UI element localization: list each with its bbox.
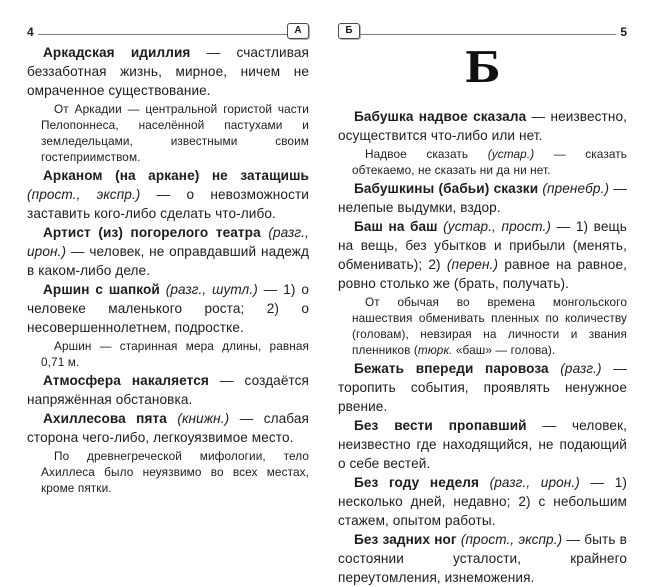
dictionary-entry: [338, 416, 627, 473]
usage-label: (пренебр.): [542, 181, 610, 196]
definition-text: От обычая во времена монгольского нашествия обменивать пленных по количеству (головам), невзирая на личности и звания пленников (: [352, 295, 627, 357]
dictionary-entry: [27, 43, 309, 100]
headword: Баш на баш: [354, 219, 438, 234]
dictionary-entry: [27, 166, 309, 223]
dictionary-entry: [338, 179, 627, 217]
usage-label: (устар.): [487, 147, 535, 161]
headword: Без году неделя: [354, 475, 480, 490]
header-rule: [38, 34, 287, 35]
dictionary-entry: [27, 280, 309, 337]
headword: Аршин с шапкой: [43, 282, 160, 297]
definition-text: [479, 475, 490, 490]
definition-text: — человек, неизвестно где находящийся, не подающий о себе вестей.: [338, 418, 627, 471]
definition-text: — человек, не оправдавший надежд в каком-либо деле.: [27, 244, 309, 278]
definition-text: — 1) несколько дней, недавно; 2) с небольшим стажем, опытом работы.: [338, 475, 627, 528]
definition-text: «баш» — голова).: [452, 343, 556, 357]
headword: Арканом (на аркане) не затащишь: [43, 168, 309, 183]
usage-label: (прост., экспр.): [27, 187, 141, 202]
section-letter-heading: Б: [464, 43, 501, 92]
usage-label: (книжн.): [177, 411, 230, 426]
etymology-note: [41, 101, 309, 165]
dictionary-entry: [27, 409, 309, 447]
definition-text: — сказать обтекаемо, не сказать ни да ни нет.: [352, 147, 627, 177]
definition-text: — быть в состоянии усталости, крайнего переутомления, изнеможения.: [338, 532, 627, 585]
headword: Артист (из) погорелого театра: [43, 225, 261, 240]
definition-text: — о невозможности заставить кого-либо сделать что-либо.: [27, 187, 309, 221]
headword: Бежать впереди паровоза: [354, 361, 549, 376]
running-head-right: [338, 21, 627, 39]
headword: Бабушкины (бабьи) сказки: [354, 181, 539, 196]
definition-text: — счастливая беззаботная жизнь, мирное, ничем не омраченное существование.: [27, 45, 309, 98]
headword: Аркадская идиллия: [43, 45, 191, 60]
dictionary-entry: [338, 473, 627, 530]
definition-text: равное на равное, ровно столько же (брать, получать).: [338, 257, 627, 291]
headword: Атмосфера накаляется: [43, 373, 209, 388]
definition-text: Надвое сказать: [365, 147, 488, 161]
header-rule: [360, 34, 616, 35]
definition-text: — 1) о человеке маленького роста; 2) о несовершеннолетнем, подростке.: [27, 282, 309, 335]
dictionary-entry: [338, 217, 627, 293]
usage-label: (разг., ирон.): [489, 475, 580, 490]
definition-text: По древнегреческой мифологии, тело Ахиллеса было неуязвимо во всех местах, кроме пятки.: [41, 449, 309, 495]
etymology-note: [352, 294, 627, 358]
usage-label: (разг.): [560, 361, 602, 376]
usage-label: (разг., ирон.): [27, 225, 309, 259]
page-number-left: 4: [27, 25, 34, 39]
etymology-note: [41, 338, 309, 370]
usage-label: (разг., шутл.): [165, 282, 258, 297]
definition-text: — неизвестно, осуществится что-либо или нет.: [338, 109, 628, 143]
usage-label: (перен.): [446, 257, 499, 272]
etymology-note: [352, 146, 627, 178]
dictionary-entry: [27, 223, 309, 280]
dictionary-entry: [338, 107, 627, 145]
letter-tab-b: Б: [338, 23, 360, 39]
definition-text: — создаётся напряжённая обстановка.: [27, 373, 310, 407]
dictionary-entry: [338, 359, 627, 416]
definition-text: [549, 361, 561, 376]
etymology-note: [41, 448, 309, 496]
dictionary-entry: [27, 371, 309, 409]
page-left: [27, 21, 309, 587]
headword: Без задних ног: [354, 532, 457, 547]
usage-label: тюрк.: [417, 343, 453, 357]
definition-text: [167, 411, 177, 426]
page-right: [338, 21, 627, 587]
headword: Без вести пропавший: [354, 418, 527, 433]
definition-text: — 1) вещь на вещь, без убытков и прибыли (менять, обменивать); 2): [338, 219, 627, 272]
dictionary-entry: [338, 530, 627, 587]
definition-text: — торопить события, проявлять ненужное рвение.: [338, 361, 627, 414]
definition-text: — нелепые выдумки, вздор.: [338, 181, 627, 215]
headword: Ахиллесова пята: [43, 411, 167, 426]
page-number-right: 5: [620, 25, 627, 39]
entry-list-left: [27, 43, 309, 496]
headword: Бабушка надвое сказала: [354, 109, 527, 124]
usage-label: (прост., экспр.): [460, 532, 563, 547]
entry-list-right: [338, 107, 627, 587]
definition-text: Аршин — старинная мера длины, равная 0,71 м.: [41, 339, 309, 369]
running-head-left: [27, 21, 309, 39]
definition-text: От Аркадии — центральной гористой части Пелопоннеса, населённой пастухами и земледельцами, известными своим гостеприимством.: [41, 102, 309, 164]
usage-label: (устар., прост.): [443, 219, 552, 234]
letter-tab-a: А: [287, 23, 309, 39]
definition-text: — слабая сторона чего-либо, легкоуязвимое место.: [27, 411, 309, 445]
